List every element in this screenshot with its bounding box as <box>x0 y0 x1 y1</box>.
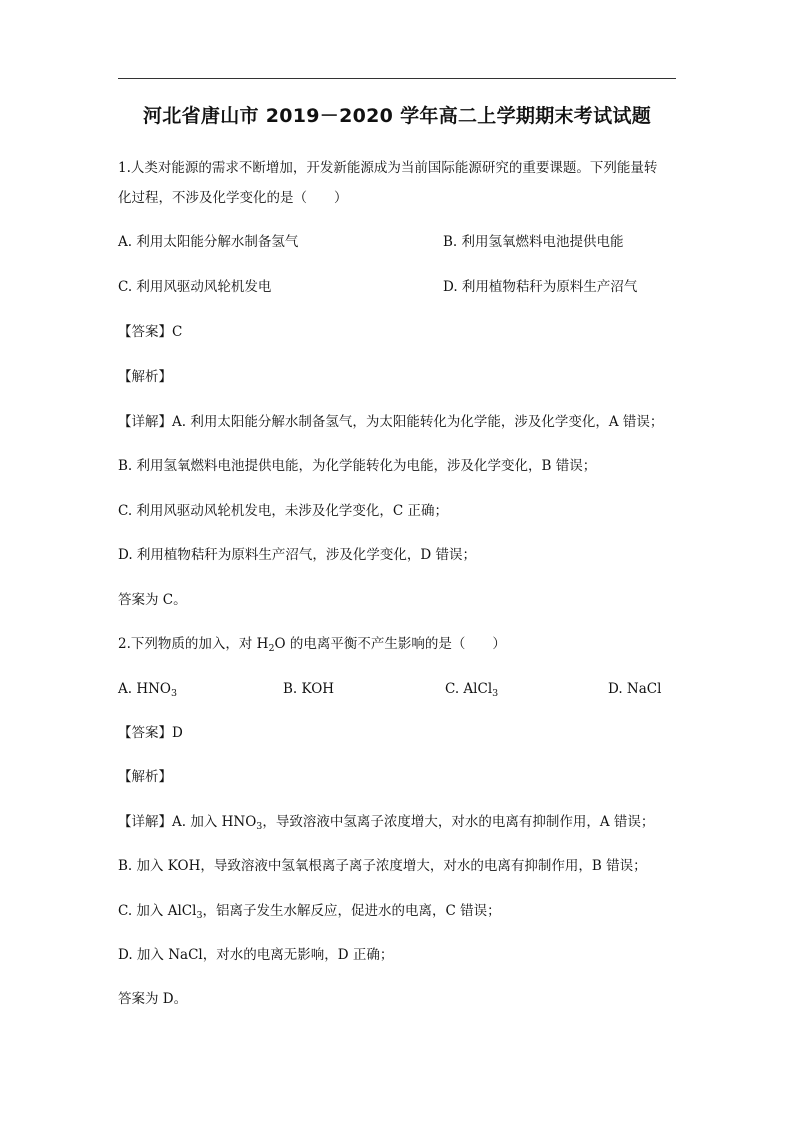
page-title: 河北省唐山市 2019－2020 学年高二上学期期末考试试题 <box>143 105 651 127</box>
q2-detail-sub: 3 <box>256 821 263 832</box>
q1-option-d: D. 利用植物秸秆为原料生产沼气 <box>443 279 638 295</box>
q2-stem <box>118 635 506 653</box>
q2-detail <box>118 813 654 831</box>
q2-option-c-sub: 3 <box>492 688 499 699</box>
q2-stem-post: O 的电离平衡不产生影响的是（ ） <box>274 636 506 652</box>
q2-option-a-text: A. HNO <box>118 681 171 697</box>
q2-option-a-sub: 3 <box>171 688 178 699</box>
q2-option-d: D. NaCl <box>608 681 662 697</box>
q2-option-a <box>118 680 177 698</box>
q2-option-b: B. KOH <box>283 681 335 697</box>
q2-answer: 【答案】D <box>118 725 183 741</box>
q1-explain-c: C. 利用风驱动风轮机发电，未涉及化学变化，C 正确； <box>118 503 449 519</box>
q2-explain-c-pre: C. 加入 AlCl <box>118 903 197 919</box>
q2-stem-sub: 2 <box>268 643 275 654</box>
q2-explain-c <box>118 902 501 920</box>
q2-detail-post: ，导致溶液中氢离子浓度增大，对水的电离有抑制作用，A 错误； <box>262 814 655 830</box>
q1-option-c: C. 利用风驱动风轮机发电 <box>118 279 272 295</box>
q2-explain-d: D. 加入 NaCl，对水的电离无影响，D 正确； <box>118 947 394 963</box>
q2-analysis-label: 【解析】 <box>118 769 172 785</box>
q1-explain-b: B. 利用氢氧燃料电池提供电能，为化学能转化为电能，涉及化学变化，B 错误； <box>118 458 597 474</box>
q2-detail-pre: 【详解】A. 加入 HNO <box>118 814 257 830</box>
header-rule <box>118 78 676 79</box>
q2-stem-pre: 2.下列物质的加入，对 H <box>118 636 269 652</box>
q1-option-a: A. 利用太阳能分解水制备氢气 <box>118 234 299 250</box>
q1-conclusion: 答案为 C。 <box>118 592 187 608</box>
q1-analysis-label: 【解析】 <box>118 369 172 385</box>
q1-detail: 【详解】A. 利用太阳能分解水制备氢气，为太阳能转化为化学能，涉及化学变化，A 错误； <box>118 414 664 430</box>
q1-stem-line2: 化过程，不涉及化学变化的是（ ） <box>118 190 348 206</box>
q1-option-b: B. 利用氢氧燃料电池提供电能 <box>443 234 624 250</box>
q1-explain-d: D. 利用植物秸秆为原料生产沼气，涉及化学变化，D 错误； <box>118 547 477 563</box>
q2-option-c-text: C. AlCl <box>445 681 493 697</box>
q2-explain-c-sub: 3 <box>196 910 203 921</box>
q2-explain-c-post: ，铝离子发生水解反应，促进水的电离，C 错误； <box>202 903 501 919</box>
q1-answer: 【答案】C <box>118 324 183 340</box>
q2-explain-b: B. 加入 KOH，导致溶液中氢氧根离子离子浓度增大，对水的电离有抑制作用，B 错误； <box>118 858 647 874</box>
q2-conclusion: 答案为 D。 <box>118 991 188 1007</box>
q2-option-c <box>445 680 498 698</box>
q1-stem-line1: 1.人类对能源的需求不断增加，开发新能源成为当前国际能源研究的重要课题。下列能量转 <box>118 160 658 176</box>
